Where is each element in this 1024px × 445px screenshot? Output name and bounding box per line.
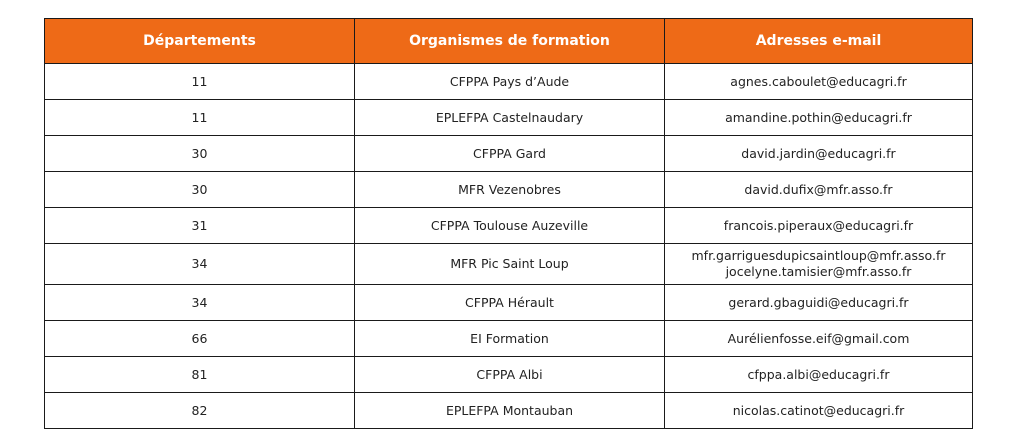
table-row <box>45 172 973 208</box>
email-link[interactable]: mfr.garriguesdupicsaintloup@mfr.asso.fr <box>691 248 946 263</box>
cell-departement: 11 <box>45 100 355 136</box>
cell-departement: 34 <box>45 285 355 321</box>
cell-email[interactable]: david.dufix@mfr.asso.fr <box>665 172 973 208</box>
cell-email[interactable]: francois.piperaux@educagri.fr <box>665 208 973 244</box>
cell-email[interactable]: nicolas.catinot@educagri.fr <box>665 393 973 429</box>
cell-organisme: EI Formation <box>355 321 665 357</box>
cell-organisme: CFPPA Pays d’Aude <box>355 64 665 100</box>
table-row <box>45 244 973 285</box>
cell-email[interactable]: amandine.pothin@educagri.fr <box>665 100 973 136</box>
cell-organisme: MFR Pic Saint Loup <box>355 244 665 285</box>
cell-organisme: CFPPA Albi <box>355 357 665 393</box>
header-organismes: Organismes de formation <box>355 19 665 64</box>
table-row <box>45 208 973 244</box>
cell-departement: 11 <box>45 64 355 100</box>
table-row <box>45 285 973 321</box>
cell-organisme: EPLEFPA Montauban <box>355 393 665 429</box>
cell-email-multi <box>665 244 973 285</box>
table-row <box>45 136 973 172</box>
cell-email[interactable]: agnes.caboulet@educagri.fr <box>665 64 973 100</box>
table-row <box>45 393 973 429</box>
cell-email[interactable]: gerard.gbaguidi@educagri.fr <box>665 285 973 321</box>
cell-departement: 31 <box>45 208 355 244</box>
table-header-row <box>45 19 973 64</box>
cell-email[interactable]: Aurélienfosse.eif@gmail.com <box>665 321 973 357</box>
table-row <box>45 100 973 136</box>
cell-email[interactable]: david.jardin@educagri.fr <box>665 136 973 172</box>
header-adresses-email: Adresses e-mail <box>665 19 973 64</box>
cell-organisme: CFPPA Gard <box>355 136 665 172</box>
cell-departement: 30 <box>45 172 355 208</box>
cell-organisme: EPLEFPA Castelnaudary <box>355 100 665 136</box>
email-link[interactable]: jocelyne.tamisier@mfr.asso.fr <box>725 264 912 279</box>
table-row <box>45 321 973 357</box>
cell-organisme: CFPPA Hérault <box>355 285 665 321</box>
cell-departement: 30 <box>45 136 355 172</box>
training-contacts-table <box>44 18 973 429</box>
cell-departement: 81 <box>45 357 355 393</box>
header-departements: Départements <box>45 19 355 64</box>
cell-departement: 82 <box>45 393 355 429</box>
table-row <box>45 64 973 100</box>
table-row <box>45 357 973 393</box>
cell-organisme: CFPPA Toulouse Auzeville <box>355 208 665 244</box>
cell-organisme: MFR Vezenobres <box>355 172 665 208</box>
cell-departement: 34 <box>45 244 355 285</box>
cell-email[interactable]: cfppa.albi@educagri.fr <box>665 357 973 393</box>
cell-departement: 66 <box>45 321 355 357</box>
